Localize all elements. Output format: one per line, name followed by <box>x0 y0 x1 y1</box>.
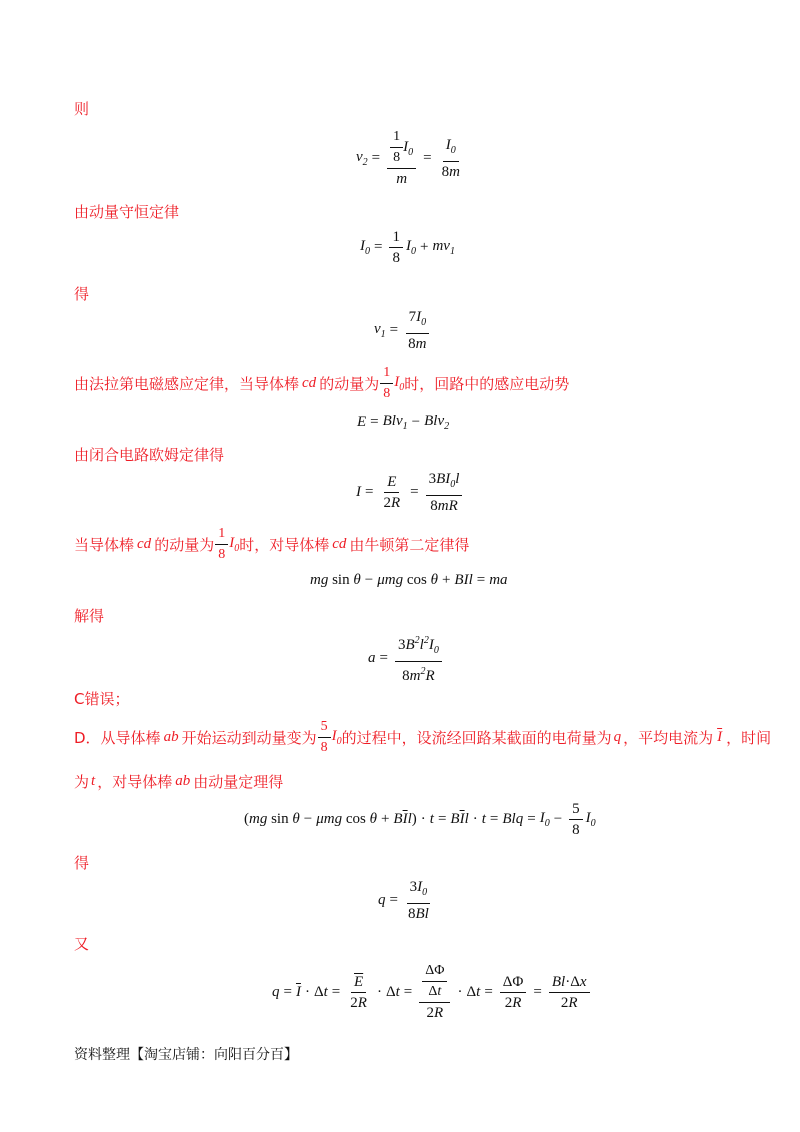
text-option-d-2: 为 t ，对导体棒 ab 由动量定理得 <box>74 773 284 791</box>
text-jiede: 解得 <box>74 607 105 625</box>
equation-charge: q = $\overline{I}$ · Δ t = $\frac{\overline{E}}{2R}$ · Δ t = $\frac{\frac{\Delta\Phi}{\Delta t}}{2R}$ · Δ t = $\frac{\Delta\Phi}{2R}$ = $\frac{Bl\cdot\Delta x}{2R}$ <box>272 962 593 1022</box>
equation-impulse: ( mg sin θ − μmg cos θ + $B\overline{I}l$ ) · t = $B\overline{I}l$ · t = Blq = $I_0$ − $\frac{5}{8}$ $I_0$ <box>244 801 596 838</box>
footer-source: 资料整理【淘宝店铺：向阳百分百】 <box>74 1047 298 1063</box>
text-ohm: 由闭合电路欧姆定律得 <box>74 446 225 464</box>
equation-emf: E = Blv$_1$ − Blv$_2$ <box>357 413 450 432</box>
equation-a: a = $\frac{3B^2l^2I_0}{8m^2R}$ <box>368 632 445 685</box>
text-de-1: 得 <box>74 285 90 303</box>
text-you: 又 <box>74 935 90 953</box>
text-momentum-conservation: 由动量守恒定律 <box>74 203 180 221</box>
equation-current: I = $\frac{E}{2R}$ = $\frac{3BI_0l}{8mR}$ <box>356 470 465 515</box>
text-de-2: 得 <box>74 854 90 872</box>
text-newton: 当导体棒 cd 的动量为 $\frac{1}{8}$ $I_0$ 时，对导体棒 cd 由牛顿第二定律得 <box>74 526 470 562</box>
equation-v2: $v_2$ = $\frac{1}{8}$ $I_0$ m = $\frac{I_0}{8m}$ <box>356 129 460 187</box>
equation-i0: $I_0$ = $\frac{1}{8}$ $I_0$ + $mv_1$ <box>360 229 455 266</box>
text-c-wrong: C错误； <box>74 690 130 708</box>
text-faraday: 由法拉第电磁感应定律，当导体棒 cd 的动量为 $\frac{1}{8}$ $I_0$ 时，回路中的感应电动势 <box>74 365 570 401</box>
text-ze: 则 <box>74 100 90 118</box>
text-option-d: D．从导体棒 ab 开始运动到动量变为 $\frac{5}{8}$ $I_0$ 的过程中，设流经回路某截面的电荷量为 q ，平均电流为 $\overline{I}$ ，时间 <box>74 719 772 755</box>
equation-newton: mg sin θ − μmg cos θ + BIl = ma <box>310 572 508 588</box>
equation-v1: $v_1$ = $\frac{7I_0}{8m}$ <box>374 308 432 353</box>
equation-q: q = $\frac{3I_0}{8Bl}$ <box>378 879 429 922</box>
